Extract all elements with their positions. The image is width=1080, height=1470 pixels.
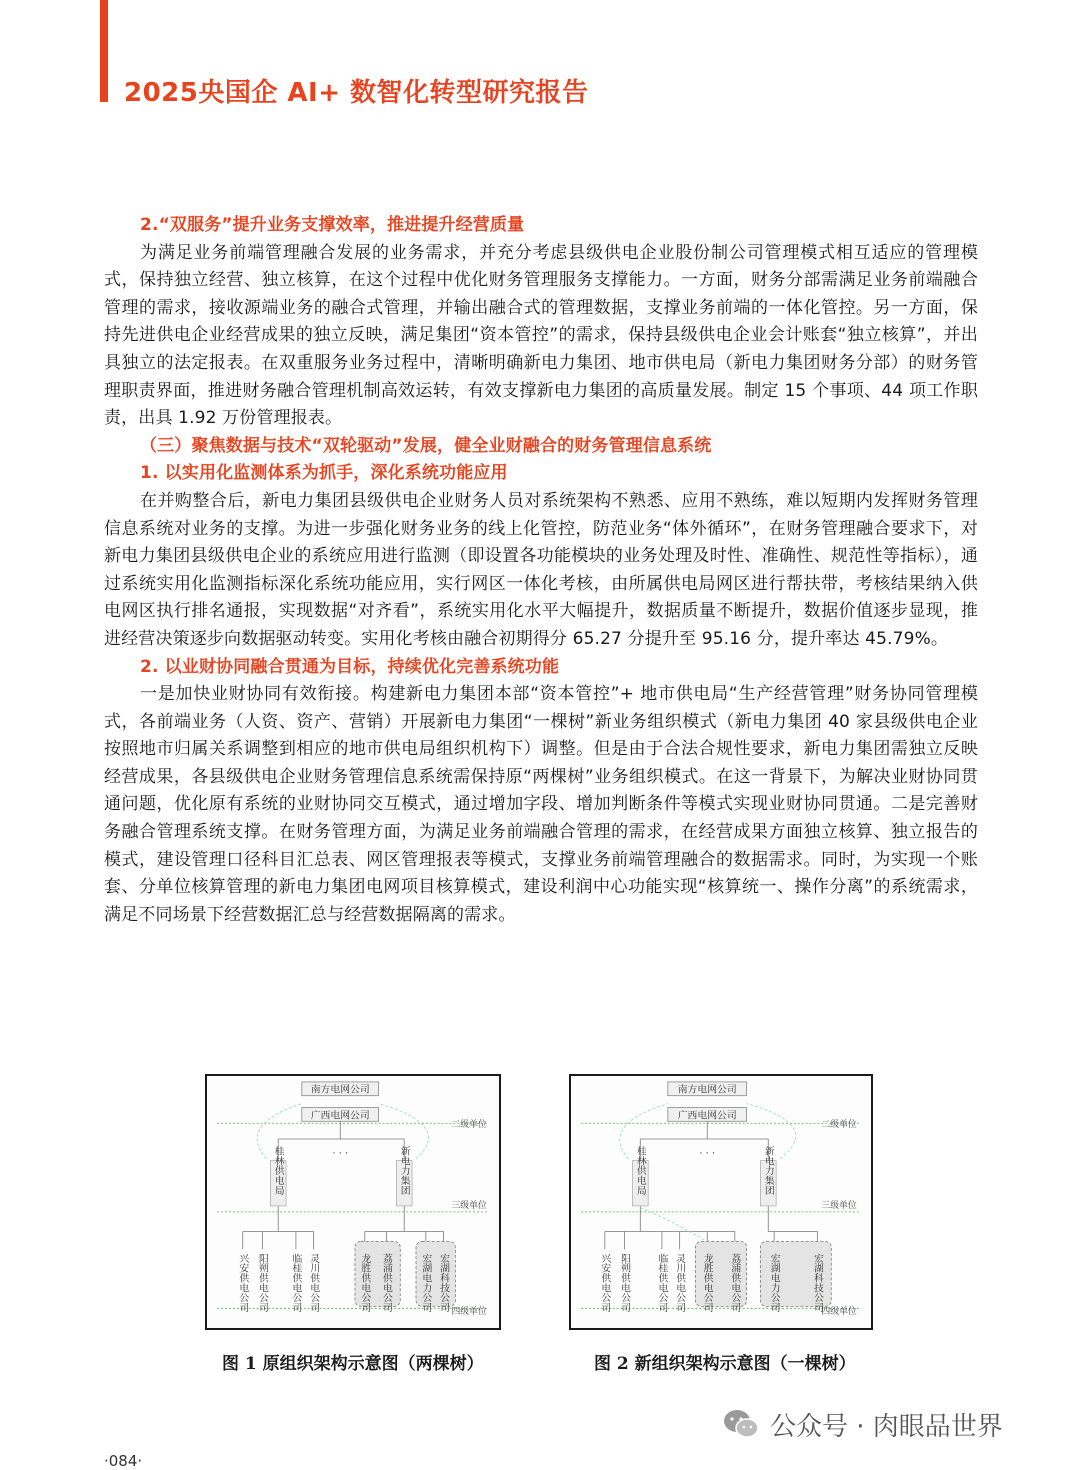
watermark [722,1404,1003,1444]
node-leaf-2: 阳朔供电公司 [619,1253,631,1313]
page-number: ·084· [104,1452,143,1470]
node-leaf-8: 宏湖科技公司 [811,1253,823,1313]
node-leaf-1: 兴安供电公司 [237,1253,249,1313]
node-leaf-3: 临桂供电公司 [656,1253,668,1313]
wechat-icon [722,1407,760,1441]
node-leaf-1: 兴安供电公司 [599,1253,611,1313]
node-leaf-4: 灵川供电公司 [674,1253,686,1313]
subsection-heading-monitoring: 1. 以实用化监测体系为抓手，深化系统功能应用 [140,463,508,484]
figure-1-org-chart [205,1074,501,1330]
node-leaf-7: 宏湖电力公司 [420,1253,432,1313]
figure-2-org-chart [569,1074,873,1330]
tier-label-4: 四级单位 [821,1307,857,1318]
figure-1-caption: 图 1 原组织架构示意图（两棵树） [222,1354,484,1374]
tier-label-2: 二级单位 [451,1120,487,1131]
node-group: 新电力集团 [398,1145,410,1196]
header-accent-bar [100,0,108,102]
section-heading-data-tech: （三）聚焦数据与技术“双轮驱动”发展，健全业财融合的财务管理信息系统 [140,435,712,456]
node-top: 南方电网公司 [677,1084,737,1096]
node-leaf-3: 临桂供电公司 [290,1253,302,1313]
node-second: 广西电网公司 [310,1110,370,1122]
node-bureau: 桂林供电局 [272,1145,284,1196]
node-ellipsis: · · · [332,1148,349,1160]
node-group: 新电力集团 [762,1145,774,1196]
tier-label-3: 三级单位 [451,1200,487,1211]
tier-label-4: 四级单位 [451,1307,487,1318]
node-leaf-8: 宏湖科技公司 [438,1253,450,1313]
node-second: 广西电网公司 [677,1110,737,1122]
node-leaf-5: 龙胜供电公司 [359,1253,371,1313]
node-leaf-6: 荔浦供电公司 [380,1253,392,1313]
figure-1-diagram [207,1076,499,1328]
paragraph-dual-service: 为满足业务前端管理融合发展的业务需求，并充分考虑县级供电企业股份制公司管理模式相互适应的管理模式，保持独立经营、独立核算，在这个过程中优化财务管理服务支撑能力。一方面，财务分部需满足业务前端融合管理的需求，接收源端业务的融合式管理，并输出融合式的管理数据，支撑业务前端的一体化管控。另一方面，保持先进供电企业经营成果的独立反映，满足集团“资本管控”的需求，保持县级供电企业会计账套“独立核算”，并出具独立的法定报表。在双重服务业务过程中，清晰明确新电力集团、地市供电局（新电力集团财务分部）的财务管理职责界面，推进财务融合管理机制高效运转，有效支撑新电力集团的高质量发展。制定 15 个事项、44 项工作职责，出具 1.92 万份管理报表。 [104,242,978,429]
node-leaf-5: 龙胜供电公司 [701,1253,713,1313]
tier-label-2: 二级单位 [821,1120,857,1131]
report-title: 2025央国企 AI+ 数智化转型研究报告 [124,78,589,108]
paragraph-collaboration: 一是加快业财协同有效衔接。构建新电力集团本部“资本管控”+ 地市供电局“生产经营管理”财务协同管理模式，各前端业务（人资、资产、营销）开展新电力集团“一棵树”新业务组织模式（新电力集团 40 家县级供电企业按照地市归属关系调整到相应的地市供电局组织机构下）调整。但是由于合法合规性要求，新电力集团需独立反映经营成果，各县级供电企业财务管理信息系统需保持原“两棵树”业务组织模式。在这一背景下，为解决业财协同贯通问题，优化原有系统的业财协同交互模式，通过增加字段、增加判断条件等模式实现业财协同贯通。二是完善财务融合管理系统支撑。在财务管理方面，为满足业务前端融合管理的需求，在经营成果方面独立核算、独立报告的模式，建设管理口径科目汇总表、网区管理报表等模式，支撑业务前端管理融合的数据需求。同时，为实现一个账套、分单位核算管理的新电力集团电网项目核算模式，建设利润中心功能实现“核算统一、操作分离”的系统需求，满足不同场景下经营数据汇总与经营数据隔离的需求。 [104,684,978,925]
node-leaf-4: 灵川供电公司 [308,1253,320,1313]
article-body [104,212,978,929]
figure-2-diagram [571,1076,871,1328]
node-leaf-7: 宏湖电力公司 [768,1253,780,1313]
subsection-heading-collaboration: 2. 以业财协同融合贯通为目标，持续优化完善系统功能 [140,656,560,677]
watermark-text: 公众号 · 肉眼品世界 [770,1411,1003,1442]
node-bureau: 桂林供电局 [634,1145,646,1196]
node-leaf-2: 阳朔供电公司 [256,1253,268,1313]
node-ellipsis: · · · [699,1148,716,1160]
section-heading-dual-service: 2.“双服务”提升业务支撑效率，推进提升经营质量 [140,215,525,235]
paragraph-monitoring: 在并购整合后，新电力集团县级供电企业财务人员对系统架构不熟悉、应用不熟练，难以短期内发挥财务管理信息系统对业务的支撑。为进一步强化财务业务的线上化管控，防范业务“体外循环”，在财务管理融合要求下，对新电力集团县级供电企业的系统应用进行监测（即设置各功能模块的业务处理及时性、准确性、规范性等指标），通过系统实用化监测指标深化系统功能应用，实行网区一体化考核，由所属供电局网区进行帮扶带，考核结果纳入供电网区执行排名通报，实现数据“对齐看”，系统实用化水平大幅提升，数据质量不断提升，数据价值逐步显现，推进经营决策逐步向数据驱动转变。实用化考核由融合初期得分 65.27 分提升至 95.16 分，提升率达 45.79%。 [104,490,978,649]
figure-2-caption: 图 2 新组织架构示意图（一棵树） [594,1354,856,1374]
node-leaf-6: 荔浦供电公司 [729,1253,741,1313]
tier-label-3: 三级单位 [821,1200,857,1211]
node-top: 南方电网公司 [310,1084,370,1096]
